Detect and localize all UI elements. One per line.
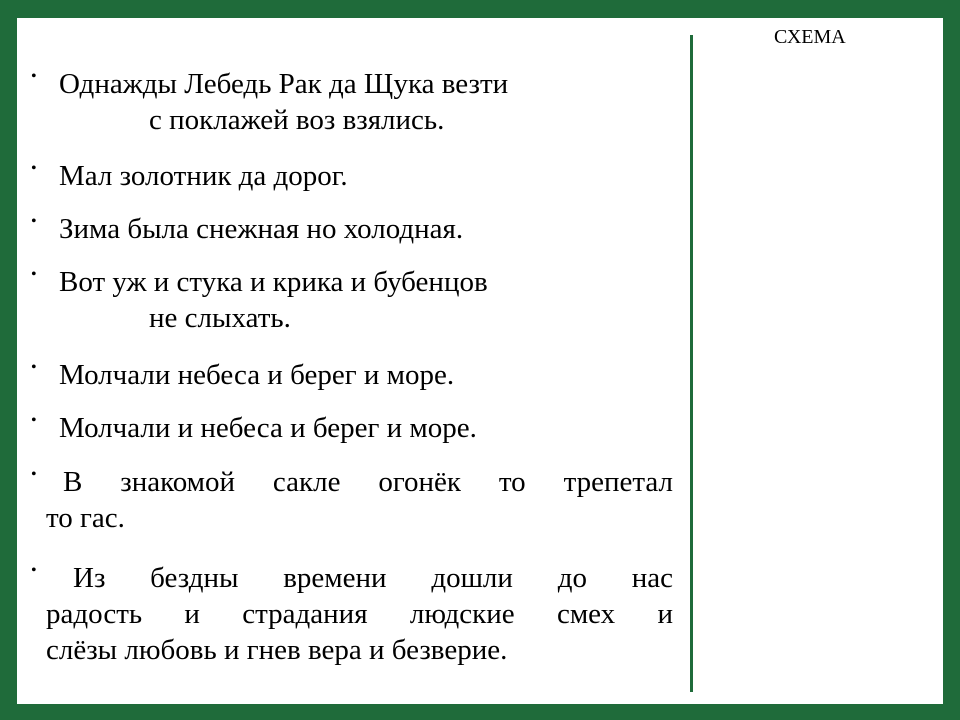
sentence-item	[31, 464, 673, 536]
sentence-item	[31, 264, 488, 336]
sentence-line: Однажды Лебедь Рак да Щука везти	[59, 68, 509, 100]
sentence-line: с поклажей воз взялись.	[149, 104, 445, 136]
sentence-line: радость и страдания людские смех и	[46, 598, 673, 630]
bullet-icon: •	[31, 466, 37, 483]
bullet-icon: •	[31, 412, 37, 429]
sentence-line: не слыхать.	[149, 302, 291, 334]
bullet-icon: •	[31, 266, 37, 283]
sentence-item	[31, 211, 463, 247]
sentence-line: Вот уж и стука и крика и бубенцов	[59, 266, 488, 298]
sentence-item	[31, 66, 508, 138]
sentence-line: Молчали и небеса и берег и море.	[59, 412, 477, 444]
sentence-item	[31, 410, 477, 446]
sentence-item	[31, 357, 454, 393]
bullet-icon: •	[31, 160, 37, 177]
bullet-icon: •	[31, 213, 37, 230]
sentence-line: слёзы любовь и гнев вера и безверие.	[46, 634, 508, 666]
slide	[17, 18, 943, 704]
sentence-line: Зима была снежная но холодная.	[59, 213, 464, 245]
sentence-line: Из бездны времени дошли до нас	[73, 562, 673, 594]
bullet-icon: •	[31, 359, 37, 376]
sentence-line: В знакомой сакле огонёк то трепетал	[63, 466, 673, 498]
column-divider	[690, 35, 693, 692]
sentence-line: Молчали небеса и берег и море.	[59, 359, 455, 391]
bullet-icon: •	[31, 562, 37, 579]
sentence-item	[31, 560, 673, 668]
scheme-label: СХЕМА	[774, 26, 846, 48]
bullet-icon: •	[31, 68, 37, 85]
sentence-line: Мал золотник да дорог.	[59, 160, 348, 192]
sentence-line: то гас.	[46, 502, 125, 534]
sentence-item	[31, 158, 348, 194]
